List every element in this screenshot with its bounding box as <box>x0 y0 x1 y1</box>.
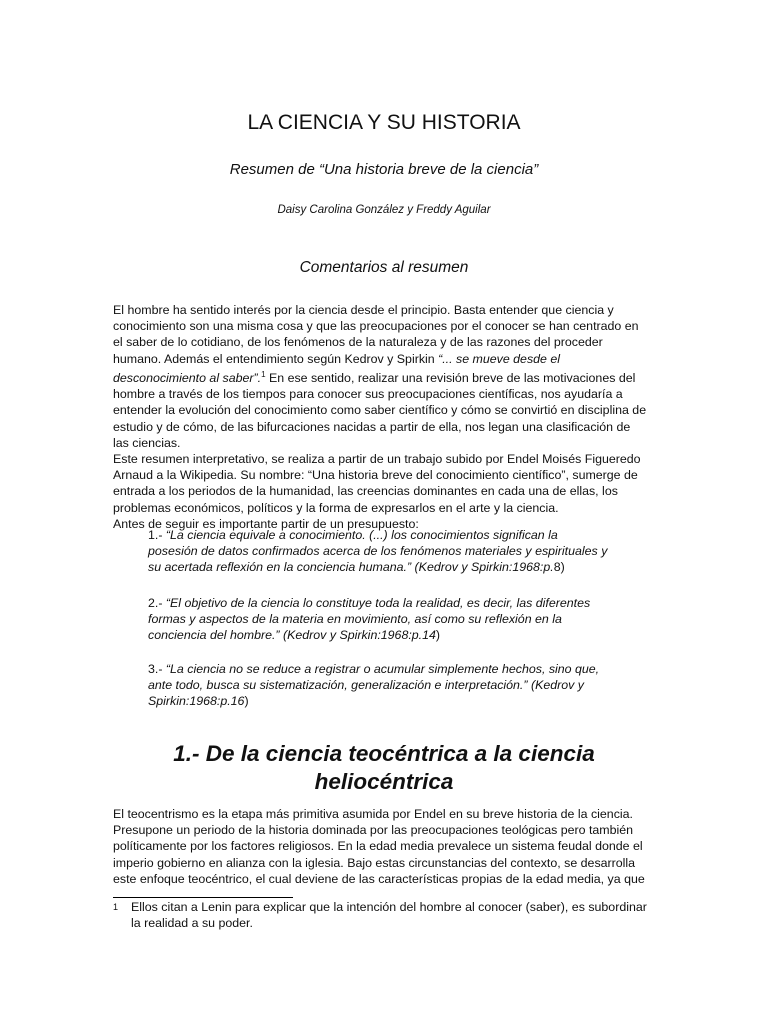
quote-line <box>148 595 590 611</box>
footnote-text <box>131 899 647 931</box>
intro-quote: “... se mueve desde el <box>438 351 561 366</box>
quote-number: 2.- <box>148 596 166 610</box>
quote-tail: ) <box>435 628 441 643</box>
quote-tail: ) <box>244 694 249 709</box>
quote-text: “La ciencia no se reduce a registrar o acumular simplemente hechos, sino que, <box>165 662 600 676</box>
intro-paragraph <box>113 302 646 532</box>
intro-line <box>113 367 646 386</box>
quote-line <box>148 559 607 575</box>
footnote-reference[interactable]: 1 <box>261 369 266 379</box>
quote-line: posesión de datos confirmados acerca de los fenómenos materiales y espirituales y <box>148 544 608 559</box>
quote-number: 1.- <box>148 528 166 542</box>
section-line: este enfoque teocéntrico, el cual deviene de las características propias de la edad media, ya que <box>113 871 645 886</box>
intro-line: El hombre ha sentido interés por la ciencia desde el principio. Basta entender que ciencia y <box>113 303 614 317</box>
quote-item-2 <box>148 595 590 644</box>
intro-line: Arnaud a la Wikipedia. Su nombre: “Una historia breve del conocimiento científico”, sumerge de <box>113 468 638 483</box>
quote-text: conciencia del hombre.” (Kedrov y Spirkin:1968:p.14 <box>148 628 436 643</box>
quote-item-3 <box>148 661 599 710</box>
section-line: imperio gobierno en alianza con la iglesia. Bajo estas circunstancias del contexto, se desarrolla <box>113 855 636 870</box>
document-title: LA CIENCIA Y SU HISTORIA <box>247 111 521 134</box>
quote-line <box>148 693 599 709</box>
quote-text: su acertada reflexión en la conciencia humana.” (Kedrov y Spirkin:1968:p. <box>148 560 554 575</box>
intro-line: Antes de seguir es importante partir de un presupuesto: <box>113 516 419 531</box>
footnote-line: la realidad a su poder. <box>131 916 253 931</box>
section-heading <box>0 740 768 796</box>
quote-line: formas y aspectos de la materia en movimiento, así como su reflexión en la <box>148 612 562 627</box>
intro-line: el saber de lo cotidiano, de los fenómenos de la naturaleza y de las razones del proceder <box>113 335 603 350</box>
quote-text: “La ciencia equivale a conocimiento. (...) los conocimientos significan la <box>165 528 558 542</box>
quote-line <box>148 661 599 677</box>
footnote-line: Ellos citan a Lenin para explicar que la intención del hombre al conocer (saber), es subordinar <box>131 900 647 914</box>
section-line: Presupone un periodo de la historia dominada por las preocupaciones teológicas pero también <box>113 823 634 838</box>
intro-line: estudio y de cómo, de las bifurcaciones nacidas a partir de ella, nos legan una clasificación de <box>113 419 631 434</box>
intro-line: Este resumen interpretativo, se realiza a partir de un trabajo subido por Endel Moisés Figueredo <box>113 451 641 466</box>
section-heading-line: heliocéntrica <box>314 769 454 794</box>
quote-line: ante todo, busca su sistematización, generalización e interpretación.” (Kedrov y <box>148 678 584 693</box>
comments-heading: Comentarios al resumen <box>299 259 469 276</box>
intro-line: las ciencias. <box>113 435 181 450</box>
footnote-divider <box>113 897 293 898</box>
footnote-mark: 1 <box>113 902 119 912</box>
quote-line <box>148 527 607 543</box>
quote-item-1 <box>148 527 607 576</box>
section-line: políticamente por los factores religiosos. En la edad media prevalece un sistema feudal donde el <box>113 839 643 854</box>
intro-line: hombre a través de los tiempos para conocer sus preocupaciones científicas, nos ayudaría a <box>113 387 623 402</box>
document-subtitle: Resumen de “Una historia breve de la ciencia” <box>229 161 539 178</box>
document-authors: Daisy Carolina González y Freddy Aguilar <box>277 204 491 216</box>
intro-line: entender la evolución del conocimiento como saber científico y cómo se convirtió en disciplina de <box>113 403 647 418</box>
intro-line: entrada a los periodos de la humanidad, las creencias dominantes en cada una de ellas, los <box>113 484 618 499</box>
section-line: El teocentrismo es la etapa más primitiva asumida por Endel en su breve historia de la ciencia. <box>113 807 633 821</box>
section-paragraph <box>113 806 645 887</box>
quote-number: 3.- <box>148 662 166 676</box>
quote-text: “El objetivo de la ciencia lo constituye toda la realidad, es decir, las diferentes <box>165 596 591 610</box>
intro-quote: desconocimiento al saber”. <box>113 370 262 385</box>
section-heading-line: 1.- De la ciencia teocéntrica a la ciencia <box>173 741 595 766</box>
intro-line-text: humano. Además el entendimiento según Kedrov y Spirkin <box>113 351 439 366</box>
quote-line <box>148 627 590 643</box>
intro-line-text: En ese sentido, realizar una revisión breve de las motivaciones del <box>265 370 636 385</box>
intro-line: conocimiento son una misma cosa y que las preocupaciones por el conocer se han centrado en <box>113 319 639 334</box>
intro-line <box>113 351 646 367</box>
intro-line: problemas económicos, políticos y la forma de expresarlos en el arte y la ciencia. <box>113 500 559 515</box>
quote-tail: 8) <box>553 560 565 575</box>
quote-text: Spirkin:1968:p.16 <box>148 694 245 709</box>
